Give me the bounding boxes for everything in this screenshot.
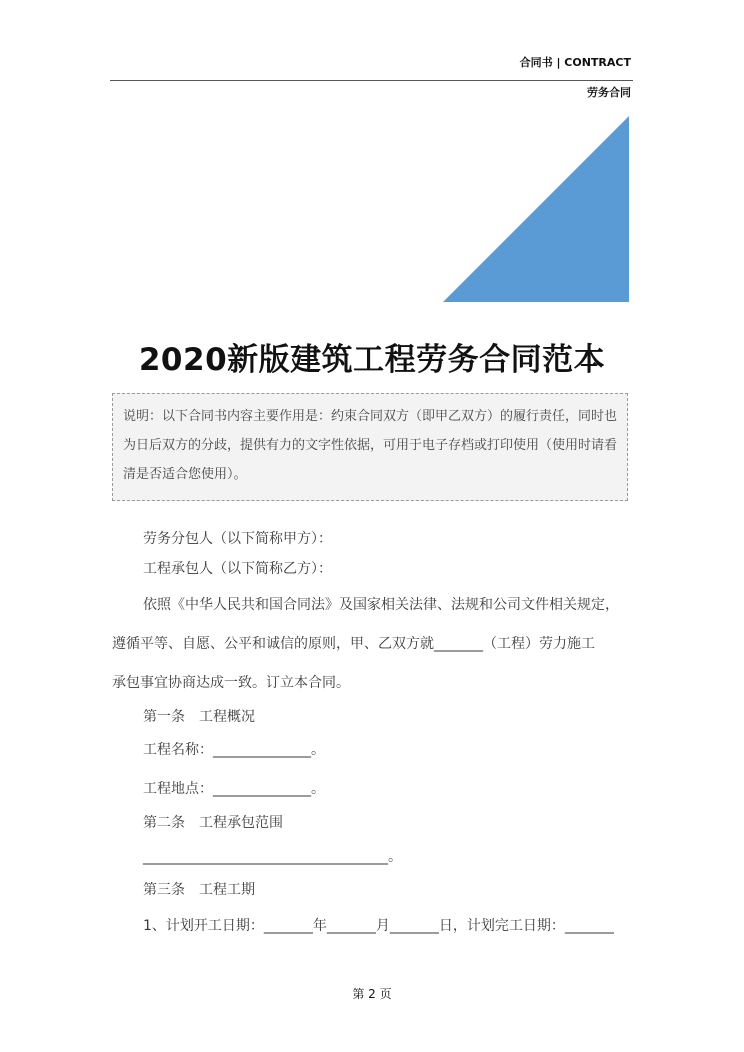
article-1-heading: 第一条 工程概况 bbox=[143, 709, 255, 725]
header-divider bbox=[110, 80, 633, 81]
decorative-triangle bbox=[443, 116, 629, 302]
party-b-line: 工程承包人（以下简称乙方）： bbox=[143, 561, 332, 577]
project-name-line: 工程名称：______________。 bbox=[143, 742, 325, 758]
schedule-line: 1、计划开工日期：_______年_______月_______日，计划完工日期：_______ bbox=[143, 918, 614, 934]
article-2-heading: 第二条 工程承包范围 bbox=[143, 815, 283, 831]
document-title: 2020新版建筑工程劳务合同范本 bbox=[138, 342, 606, 378]
scope-blank-line: ___________________________________。 bbox=[143, 849, 402, 865]
paragraph-line-2: 遵循平等、自愿、公平和诚信的原则，甲、乙双方就_______（工程）劳力施工 bbox=[112, 636, 595, 652]
paragraph-line-1: 依照《中华人民共和国合同法》及国家相关法律、法规和公司文件相关规定， bbox=[143, 597, 619, 613]
page-number: 第 2 页 bbox=[352, 987, 392, 1001]
paragraph-line-3: 承包事宜协商达成一致。订立本合同。 bbox=[112, 675, 350, 691]
header-contract-label: 合同书 | CONTRACT bbox=[519, 56, 631, 69]
usage-note-box bbox=[112, 393, 628, 501]
usage-note-text: 说明：以下合同书内容主要作用是：约束合同双方（即甲乙双方）的履行责任，同时也为日后双方的分歧，提供有力的文字性依据，可用于电子存档或打印使用（使用时请看清是否适合您使用）。 bbox=[123, 409, 618, 482]
party-a-line: 劳务分包人（以下简称甲方）： bbox=[143, 531, 332, 547]
article-3-heading: 第三条 工程工期 bbox=[143, 882, 255, 898]
project-site-line: 工程地点：______________。 bbox=[143, 781, 325, 797]
header-subtitle: 劳务合同 bbox=[587, 86, 631, 99]
